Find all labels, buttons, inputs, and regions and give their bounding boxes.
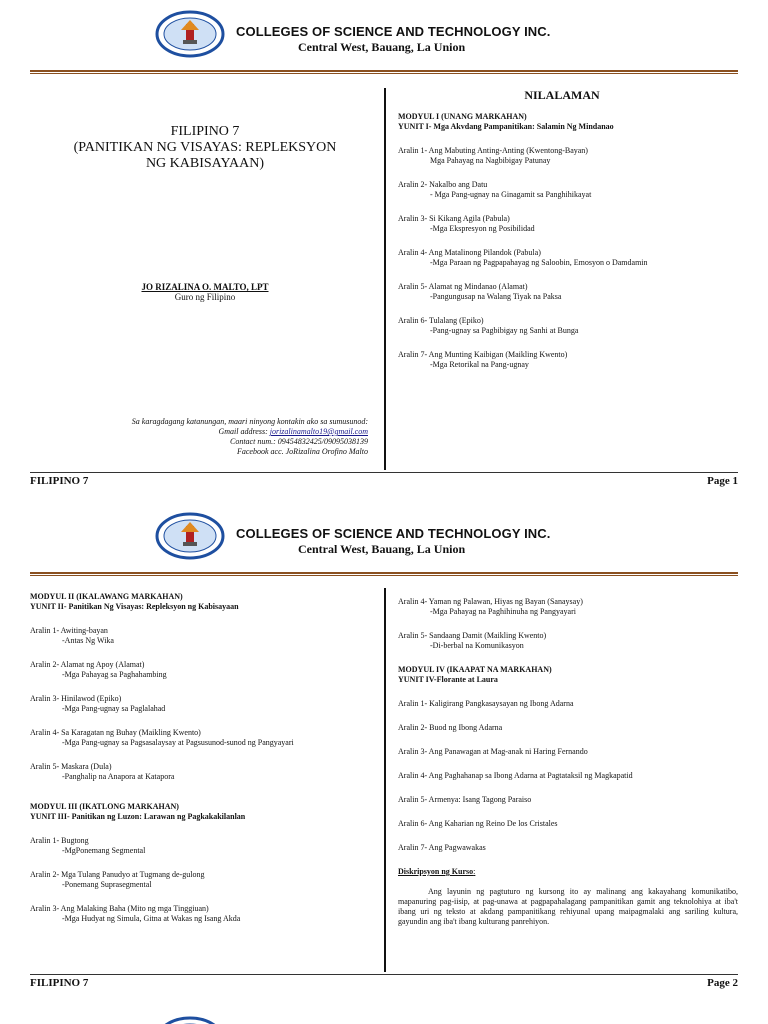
lesson-item [398, 747, 738, 757]
lesson-topic: -Mga Pang-ugnay sa Pagsasalaysay at Pagsusunod-sunod ng Pangyayari [62, 738, 294, 747]
lesson-item [398, 771, 738, 781]
lesson-title: Aralin 4- Sa Karagatan ng Buhay (Maikling Kwento) [30, 728, 201, 737]
lesson-title: Aralin 1- Bugtong [30, 836, 89, 845]
lesson-item [398, 795, 738, 805]
lesson-item [398, 316, 738, 336]
lesson-title: Aralin 1- Awiting-bayan [30, 626, 108, 635]
contact-email-line [40, 427, 368, 437]
cover-title-line-2: (PANITIKAN NG VISAYAS: REPLEKSYON [73, 140, 337, 155]
author-name: JO RIZALINA O. MALTO, LPT [141, 282, 269, 292]
column-divider [384, 88, 386, 470]
contact-email-label: Gmail address: [218, 427, 270, 436]
lesson-item [398, 146, 738, 166]
cover-title [30, 124, 380, 172]
module-3-unit: YUNIT III- Panitikan ng Luzon: Larawan ng Pagkakakilanlan [30, 812, 246, 821]
lesson-topic: -Ponemang Suprasegmental [62, 880, 152, 889]
lesson-topic: -Mga Retorikal na Pang-ugnay [430, 360, 529, 369]
lesson-title: Aralin 3- Ang Panawagan at Mag-anak ni Haring Fernando [398, 747, 588, 756]
course-description-title-colon: : [473, 867, 476, 876]
school-seal-logo [155, 10, 225, 58]
module-1-unit: YUNIT I- Mga Akvdang Pampanitikan: Salamin Ng Mindanao [398, 122, 614, 131]
lesson-item [30, 728, 375, 748]
lesson-topic: -Mga Hudyat ng Simula, Gitna at Wakas ng Isang Akda [62, 914, 241, 923]
column-divider [384, 588, 386, 972]
lesson-title: Aralin 3- Ang Malaking Baha (Mito ng mga Tinggiuan) [30, 904, 209, 913]
cover-title-line-3: NG KABISAYAAN) [145, 156, 265, 171]
school-seal-logo [155, 1016, 225, 1024]
footer-page-number: Page 1 [707, 475, 738, 487]
lesson-item [398, 214, 738, 234]
module-3-title: MODYUL III (IKATLONG MARKAHAN) [30, 802, 179, 811]
lesson-item [398, 180, 738, 200]
module-2-unit: YUNIT II- Panitikan Ng Visayas: Repleksyon ng Kabisayaan [30, 602, 239, 611]
lesson-topic: -Antas Ng Wika [62, 636, 114, 645]
contact-email-link[interactable]: jorizalinamalto19@gmail.com [269, 427, 368, 436]
school-address: Central West, Bauang, La Union [298, 40, 466, 54]
contact-facebook: Facebook acc. JoRizalina Orofino Malto [236, 447, 368, 456]
footer-course: FILIPINO 7 [30, 475, 89, 487]
module-4-title: MODYUL IV (IKAAPAT NA MARKAHAN) [398, 665, 552, 674]
lesson-topic: -Mga Pang-ugnay sa Paglalahad [62, 704, 166, 713]
contact-intro: Sa karagdagang katanungan, maari ninyong kontakin ako sa sumusunod: [131, 417, 368, 426]
lesson-item [398, 282, 738, 302]
toc-heading: NILALAMAN [524, 88, 600, 102]
lesson-item [398, 350, 738, 370]
lesson-item [30, 870, 375, 890]
course-description-title [398, 867, 738, 877]
lesson-title: Aralin 5- Alamat ng Mindanao (Alamat) [398, 282, 528, 291]
lesson-item [30, 626, 375, 646]
lesson-title: Aralin 6- Tulalang (Epiko) [398, 316, 484, 325]
lesson-item [398, 723, 738, 733]
lesson-topic: -Mga Ekspresyon ng Posibilidad [430, 224, 535, 233]
school-name: COLLEGES OF SCIENCE AND TECHNOLOGY INC. [236, 526, 551, 541]
lesson-title: Aralin 5- Sandaang Damit (Maikling Kwento) [398, 631, 547, 640]
lesson-topic: -Mga Pahayag sa Paghahambing [62, 670, 167, 679]
school-seal-logo [155, 512, 225, 560]
toc-module-1 [398, 112, 738, 370]
lesson-title: Aralin 4- Yaman ng Palawan, Hiyas ng Bayan (Sanaysay) [398, 597, 583, 606]
header-rule [30, 572, 738, 576]
author-role: Guro ng Filipino [174, 292, 236, 302]
author-block [100, 282, 310, 302]
footer-page-number: Page 2 [707, 977, 738, 989]
lesson-title: Aralin 6- Ang Kaharian ng Reino De los Cristales [398, 819, 558, 828]
page-1 [0, 0, 768, 496]
course-description-title-text: Diskripsyon ng Kurso [398, 867, 474, 876]
lesson-item [398, 631, 738, 651]
school-name: COLLEGES OF SCIENCE AND TECHNOLOGY INC. [236, 24, 551, 39]
lesson-title: Aralin 4- Ang Matalinong Pilandok (Pabula) [398, 248, 541, 257]
lesson-title: Aralin 2- Buod ng Ibong Adarna [398, 723, 503, 732]
lesson-item [398, 819, 738, 829]
module-2-continued-lessons [398, 597, 738, 651]
module-2-title: MODYUL II (IKALAWANG MARKAHAN) [30, 592, 183, 601]
lesson-item [398, 843, 738, 853]
lesson-topic: -Di-berbal na Komunikasyon [430, 641, 524, 650]
header-rule [30, 70, 738, 74]
course-description-text: Ang layunin ng pagtuturo ng kursong ito ay malinang ang kakayahang komunikatibo, mapanuring pag-iisip, at pag-unawa at pagpapahalagang pampanitikan gamit ang teknolohiya at iba't ibang uri ng teksto at akdang pampanitikang rehiyunal upang maipagmalaki ang sariling kultura, gayundin ang iba't ibang kulturang panrehiyon. [398, 887, 738, 926]
footer-rule [30, 974, 738, 975]
lesson-title: Aralin 5- Maskara (Dula) [30, 762, 112, 771]
lesson-topic: - Mga Pang-ugnay na Ginagamit sa Panghihikayat [430, 190, 592, 199]
lesson-title: Aralin 5- Armenya: Isang Tagong Paraiso [398, 795, 532, 804]
lesson-topic: -MgPonemang Segmental [62, 846, 146, 855]
lesson-item [398, 699, 738, 709]
toc-left-column [30, 592, 375, 924]
lesson-item [30, 762, 375, 782]
contact-block [40, 417, 368, 457]
lesson-item [398, 597, 738, 617]
toc-right-column [398, 592, 738, 927]
cover-title-line-1: FILIPINO 7 [170, 124, 240, 139]
lesson-title: Aralin 1- Ang Mabuting Anting-Anting (Kwentong-Bayan) [398, 146, 588, 155]
lesson-item [398, 248, 738, 268]
lesson-title: Aralin 3- Hinilawod (Epiko) [30, 694, 122, 703]
lesson-topic: -Panghalip na Anapora at Katapora [62, 772, 175, 781]
footer-course: FILIPINO 7 [30, 977, 89, 989]
lesson-topic: -Pangungusap na Walang Tiyak na Paksa [430, 292, 562, 301]
module-1-lessons [398, 146, 738, 370]
lesson-item [30, 694, 375, 714]
module-4-lessons [398, 699, 738, 853]
contact-number: Contact num.: 09454832425/09095038139 [230, 437, 368, 446]
lesson-title: Aralin 1- Kaligirang Pangkasaysayan ng Ibong Adarna [398, 699, 574, 708]
module-4-unit: YUNIT IV-Florante at Laura [398, 675, 498, 684]
page-2 [0, 502, 768, 998]
lesson-item [30, 904, 375, 924]
lesson-item [30, 660, 375, 680]
page-3-partial [0, 1010, 768, 1024]
school-address: Central West, Bauang, La Union [298, 542, 466, 556]
lesson-item [30, 836, 375, 856]
module-1-title: MODYUL I (UNANG MARKAHAN) [398, 112, 527, 121]
lesson-topic: -Mga Paraan ng Pagpapahayag ng Saloobin, Emosyon o Damdamin [430, 258, 648, 267]
lesson-topic: -Pang-ugnay sa Pagbibigay ng Sanhi at Bunga [430, 326, 579, 335]
lesson-title: Aralin 7- Ang Munting Kaibigan (Maikling Kwento) [398, 350, 568, 359]
lesson-title: Aralin 3- Si Kikang Agila (Pabula) [398, 214, 510, 223]
module-2-lessons [30, 626, 375, 782]
lesson-title: Aralin 2- Alamat ng Apoy (Alamat) [30, 660, 145, 669]
lesson-topic: -Mga Pahayag na Paghihinuha ng Pangyayari [430, 607, 576, 616]
lesson-topic: Mga Pahayag na Nagbibigay Patunay [430, 156, 551, 165]
lesson-title: Aralin 7- Ang Pagwawakas [398, 843, 486, 852]
footer-rule [30, 472, 738, 473]
lesson-title: Aralin 2- Mga Tulang Panudyo at Tugmang de-gulong [30, 870, 205, 879]
lesson-title: Aralin 4- Ang Paghahanap sa Ibong Adarna at Pagtataksil ng Magkapatid [398, 771, 633, 780]
lesson-title: Aralin 2- Nakalbo ang Datu [398, 180, 488, 189]
module-3-lessons [30, 836, 375, 924]
